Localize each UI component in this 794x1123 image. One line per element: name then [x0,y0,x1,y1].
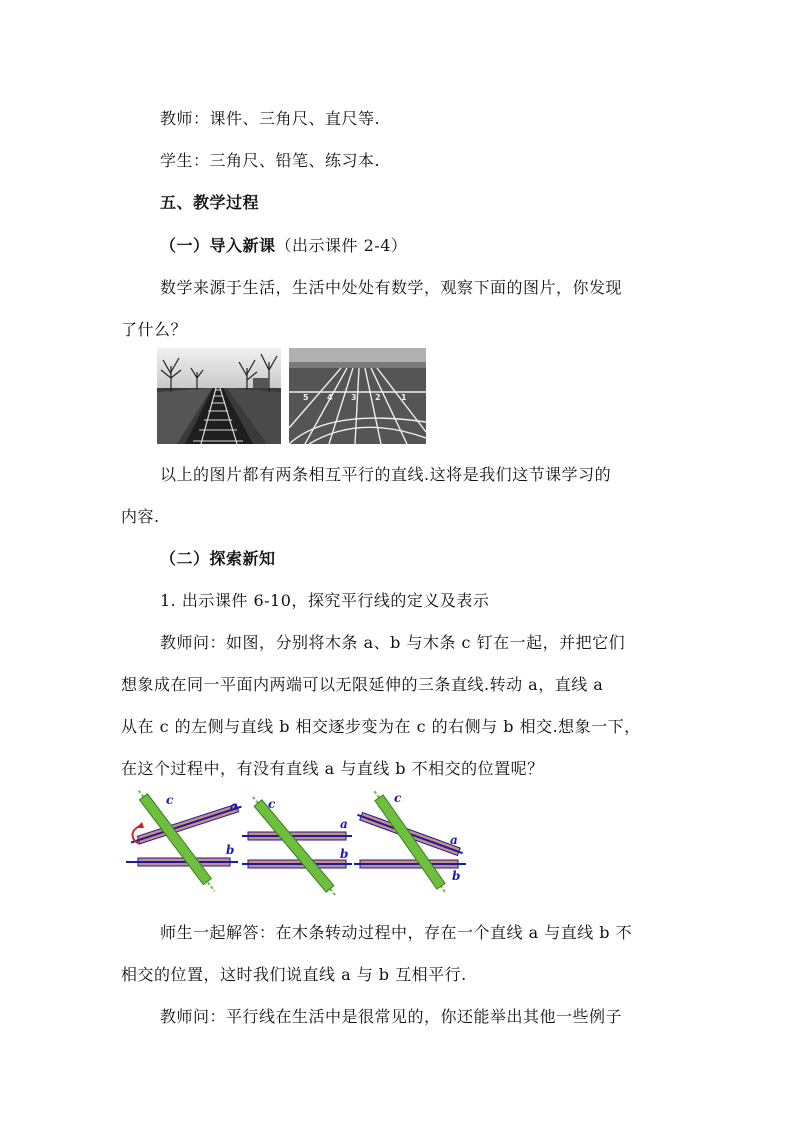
svg-text:a: a [230,799,238,813]
part2-heading: （二）探索新知 [160,549,276,568]
question1-line4: 在这个过程中，有没有直线 a 与直线 b 不相交的位置呢？ [121,759,544,778]
railway-photo [157,348,281,444]
svg-text:5: 5 [303,393,309,402]
section-title: 五、教学过程 [160,193,260,212]
svg-text:c: c [268,797,276,811]
svg-text:2: 2 [375,393,381,402]
panel-2-parallel [242,794,352,898]
para1-line1: 数学来源于生活，生活中处处有数学，观察下面的图片，你发现 [160,278,623,297]
question1-line1: 教师问：如图，分别将木条 a、b 与木条 c 钉在一起，并把它们 [160,633,626,652]
part1-heading: （一）导入新课 [160,236,276,255]
question1-line3: 从在 c 的左侧与直线 b 相交逐步变为在 c 的右侧与 b 相交.想象一下， [121,717,641,736]
para1-line2: 了什么？ [121,320,188,339]
answer1-line2: 相交的位置，这时我们说直线 a 与 b 互相平行. [121,965,467,984]
part1-note: （出示课件 2-4） [275,236,408,255]
para2-line1: 以上的图片都有两条相互平行的直线.这将是我们这节课学习的 [160,465,612,484]
svg-text:4: 4 [327,393,333,402]
answer1-line1: 师生一起解答：在木条转动过程中，存在一个直线 a 与直线 b 不 [160,923,633,942]
question2-line1: 教师问：平行线在生活中是很常见的，你还能举出其他一些例子 [160,1007,623,1026]
panel-3-intersecting-right [354,790,466,896]
rotating-sticks-figure [126,790,476,900]
student-materials: 学生：三角尺、铅笔、练习本. [160,151,381,170]
svg-text:c: c [166,793,174,807]
svg-text:1: 1 [401,393,407,402]
panel-1-intersecting-left [126,790,242,894]
para2-line2: 内容. [121,507,160,526]
svg-text:b: b [226,843,235,857]
question1-line2: 想象成在同一平面内两端可以无限延伸的三条直线.转动 a，直线 a [121,675,604,694]
item1: 1. 出示课件 6-10，探究平行线的定义及表示 [160,591,490,610]
svg-text:b: b [452,869,461,883]
svg-text:a: a [340,817,348,831]
svg-text:3: 3 [351,393,357,402]
teacher-materials: 教师：课件、三角尺、直尺等. [160,109,381,128]
running-track-photo [289,348,426,444]
svg-text:c: c [394,791,402,805]
svg-text:b: b [340,847,349,861]
svg-text:a: a [450,833,458,847]
part1-heading-line [160,233,407,256]
